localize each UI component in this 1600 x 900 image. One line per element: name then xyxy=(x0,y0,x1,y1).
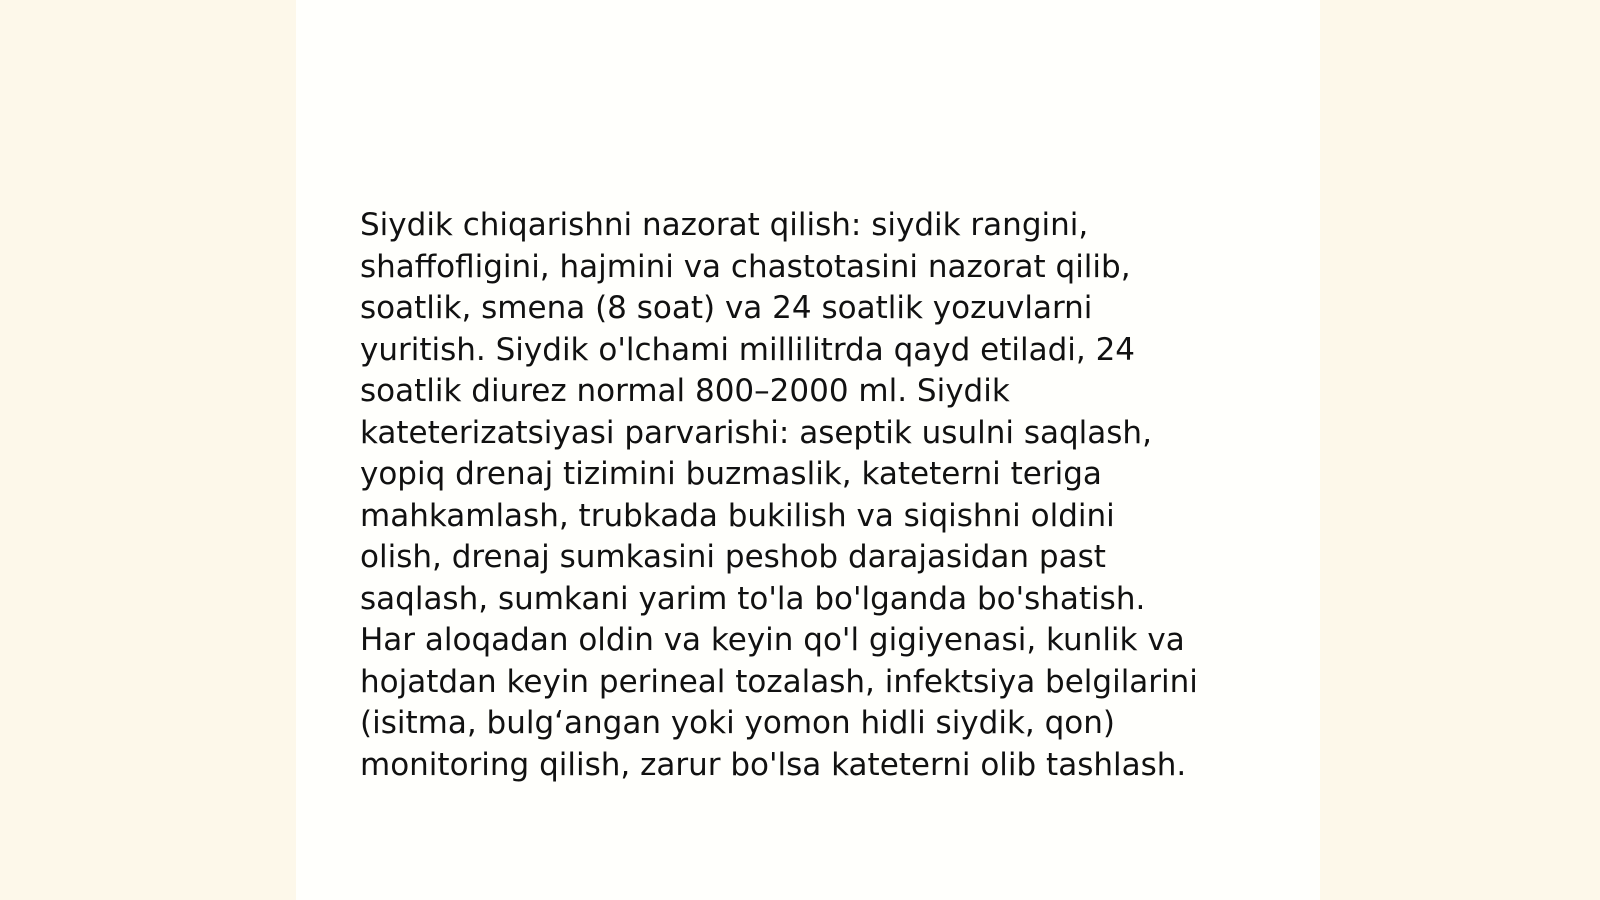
body-paragraph xyxy=(360,205,1250,786)
paragraph-line: saqlash, sumkani yarim to'la bo'lganda bo'shatish. xyxy=(360,580,1146,617)
paragraph-line: kateterizatsiyasi parvarishi: aseptik usulni saqlash, xyxy=(360,414,1152,451)
paragraph-line: olish, drenaj sumkasini peshob darajasidan past xyxy=(360,539,1106,575)
paragraph-line: soatlik diurez normal 800–2000 ml. Siydik xyxy=(360,373,1010,409)
paragraph-line: (isitma, bulg‘angan yoki yomon hidli siydik, qon) xyxy=(360,705,1115,741)
paragraph-line: Har aloqadan oldin va keyin qo'l gigiyenasi, kunlik va xyxy=(360,622,1185,658)
paragraph-line: mahkamlash, trubkada bukilish va siqishni oldini xyxy=(360,497,1115,534)
paragraph-line: soatlik, smena (8 soat) va 24 soatlik yozuvlarni xyxy=(360,290,1093,326)
paragraph-line: monitoring qilish, zarur bo'lsa kateterni olib tashlash. xyxy=(360,746,1187,783)
paragraph-line: yuritish. Siydik o'lchami millilitrda qayd etiladi, 24 xyxy=(360,331,1136,368)
document-page xyxy=(296,0,1320,900)
paragraph-line: Siydik chiqarishni nazorat qilish: siydik rangini, xyxy=(360,207,1089,243)
paragraph-line: hojatdan keyin perineal tozalash, infektsiya belgilarini xyxy=(360,663,1198,700)
paragraph-line: shaffofligini, hajmini va chastotasini nazorat qilib, xyxy=(360,248,1131,285)
paragraph-line: yopiq drenaj tizimini buzmaslik, kateterni teriga xyxy=(360,456,1102,492)
